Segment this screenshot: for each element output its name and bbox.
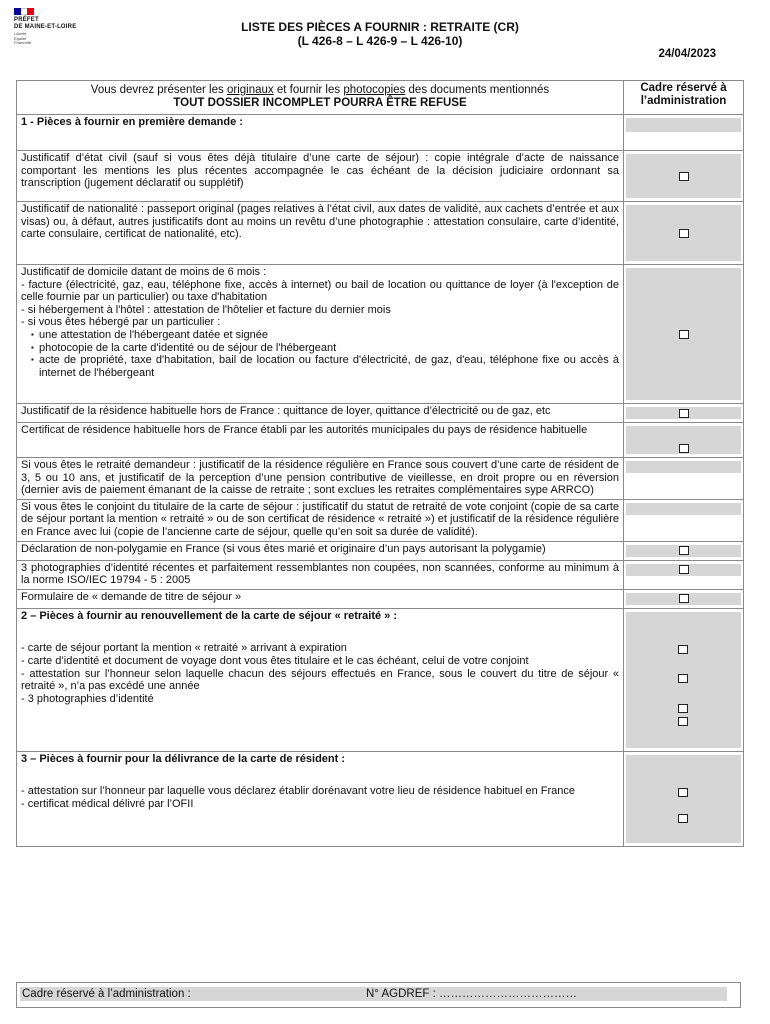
section2-item1: - carte de séjour portant la mention « retraité » arrivant à expiration (21, 642, 347, 655)
admin-shade (626, 755, 741, 843)
section2-item3: - attestation sur l’honneur selon laquelle chacun des séjours effectués en France, sous le couvert du titre de séjour « retraité », n’a pas excédé une année (21, 667, 619, 693)
table-row (17, 265, 744, 404)
logo-line1: PRÉFET (14, 17, 39, 23)
carte-sejour-checkbox[interactable] (678, 645, 688, 654)
logo-motto-3: Fraternité (14, 40, 32, 45)
retraite-demandeur-text: Si vous êtes le retraité demandeur : justificatif de la résidence régulière en France sous couvert d’une carte de résident de 3, 5 ou 10 ans, et justificatif de la perception d’une pension contributive de vieillesse, en droit propre ou en réversion (dernier avis de paiement émanant de la caisse de retraite ; sont exclues les retraites complémentaires sype ARRCO) (17, 458, 624, 500)
domicile-cell (17, 265, 624, 404)
table-row (17, 589, 744, 608)
footer-label: Cadre réservé à l’administration : (22, 988, 191, 1000)
admin-shade (626, 461, 741, 473)
admin-cell (624, 458, 744, 500)
table-header-row (17, 81, 744, 115)
table-row (17, 560, 744, 589)
admin-cell (624, 151, 744, 202)
formulaire-text: Formulaire de « demande de titre de séjour » (17, 589, 624, 608)
section1-title-row (17, 115, 744, 151)
attestation-honneur-checkbox[interactable] (678, 704, 688, 713)
section2-item4: - 3 photographies d’identité (21, 692, 154, 705)
admin-column-header: Cadre réservé à l’administration (624, 81, 744, 115)
domicile-checkbox[interactable] (679, 330, 689, 339)
table-row (17, 541, 744, 560)
admin-cell (624, 751, 744, 846)
intro-photocopies: photocopies (343, 84, 406, 96)
polygamie-checkbox[interactable] (679, 546, 689, 555)
photos-text: 3 photographies d’identité récentes et parfaitement ressemblantes non coupées, non scannées, conforme au minimum à la norme ISO/IEC 19794 - 5 : 2005 (17, 560, 624, 589)
certificat-residence-text: Certificat de résidence habituelle hors de France établi par les autorités municipales du pays de résidence habituelle (17, 423, 624, 458)
admin-cell (624, 560, 744, 589)
admin-cell (624, 499, 744, 541)
table-row (17, 151, 744, 202)
section2-title: 2 – Pièces à fournir au renouvellement de la carte de séjour « retraité » : (21, 609, 397, 622)
section3-cell (17, 751, 624, 846)
admin-shade (626, 407, 741, 419)
domicile-line2: - si hébergement à l'hôtel : attestation de l'hôtelier et facture du dernier mois (21, 303, 391, 316)
document-date: 24/04/2023 (658, 48, 716, 60)
intro-text-2: et fournir les (273, 84, 344, 96)
list-item: ▪ photocopie de la carte d'identité ou de séjour de l'hébergeant (31, 342, 619, 355)
admin-shade (626, 612, 741, 748)
admin-shade (626, 564, 741, 576)
etat-civil-checkbox[interactable] (679, 172, 689, 181)
residence-hors-checkbox[interactable] (679, 409, 689, 418)
table-row (17, 404, 744, 423)
domicile-line3: - si vous êtes hébergé par un particulier : (21, 316, 221, 329)
nationalite-checkbox[interactable] (679, 229, 689, 238)
title-line1: LISTE DES PIÈCES A FOURNIR : RETRAITE (CR) (241, 20, 519, 34)
admin-shade (626, 268, 741, 400)
table-row (17, 202, 744, 265)
etat-civil-text: Justificatif d’état civil (sauf si vous êtes déjà titulaire d’une carte de séjour) : copie intégrale d’acte de naissance comportant les mentions les plus récentes accompagnée le cas échéant de la décision judiciaire ordonnant sa transcription (jugement déclaratif ou supplétif) (17, 151, 624, 202)
photos-checkbox[interactable] (679, 565, 689, 574)
documents-table (16, 80, 744, 847)
agdref-field[interactable]: N° AGDREF : ……………………………… (366, 988, 577, 1000)
intro-originaux: originaux (226, 84, 274, 96)
intro-text-3: des documents mentionnés (405, 84, 550, 96)
section3-title: 3 – Pièces à fournir pour la délivrance de la carte de résident : (21, 752, 346, 765)
admin-cell (624, 202, 744, 265)
admin-cell (624, 541, 744, 560)
footer-shade (20, 987, 727, 1001)
section3-row (17, 751, 744, 846)
polygamie-text: Déclaration de non-polygamie en France (si vous êtes marié et originaire d’un pays autorisant la polygamie) (17, 541, 624, 560)
section2-item2: - carte d’identité et document de voyage dont vous êtes titulaire et le cas échéant, celui de votre conjoint (21, 654, 529, 667)
section2-cell (17, 608, 624, 751)
table-row (17, 499, 744, 541)
admin-footer (16, 982, 741, 1008)
logo-line2: DE MAINE-ET-LOIRE (14, 24, 77, 30)
residence-hors-text: Justificatif de la résidence habituelle hors de France : quittance de loyer, quittance d’électricité ou de gaz, etc (17, 404, 624, 423)
admin-shade (626, 205, 741, 261)
carte-identite-checkbox[interactable] (678, 674, 688, 683)
logo-motto-2: Égalité (14, 35, 27, 41)
admin-shade (626, 545, 741, 557)
conjoint-text: Si vous êtes le conjoint du titulaire de la carte de séjour : justificatif du statut de retraité de vote conjoint (copie de sa carte de séjour portant la mention « retraité » ou de son certificat de résidence « retraité ») et justificatif de la résidence régulière en France avec lui (copie de l’ancienne carte de séjour, quelle qu’en soit sa durée de validité). (17, 499, 624, 541)
flag-icon (14, 8, 34, 15)
title-line2: (L 426-8 – L 426-9 – L 426-10) (297, 34, 463, 48)
table-row (17, 458, 744, 500)
incomplete-warning: TOUT DOSSIER INCOMPLET POURRA ÊTRE REFUSE (173, 97, 467, 109)
admin-shade (626, 593, 741, 605)
section1-title: 1 - Pièces à fournir en première demande : (17, 115, 624, 151)
certificat-residence-checkbox[interactable] (679, 444, 689, 453)
nationalite-text: Justificatif de nationalité : passeport original (pages relatives à l’état civil, aux dates de validité, aux cachets d’entrée et aux visas) ou, à défaut, autres justificatifs dont au moins un revêtu d’une photographie : attestation consulaire, carte d’identité, carte consulaire, certificat de nationalité, etc). (17, 202, 624, 265)
photos-renouvellement-checkbox[interactable] (678, 717, 688, 726)
page-title (200, 20, 560, 48)
formulaire-checkbox[interactable] (679, 594, 689, 603)
admin-shade (626, 154, 741, 198)
section3-item1: - attestation sur l’honneur par laquelle vous déclarez établir dorénavant votre lieu de résidence habituel en France (21, 785, 576, 798)
admin-cell (624, 265, 744, 404)
section2-row (17, 608, 744, 751)
domicile-bullets (21, 329, 619, 379)
intro-text-1: Vous devrez présenter les (90, 84, 227, 96)
certificat-medical-checkbox[interactable] (678, 814, 688, 823)
admin-shade (626, 503, 741, 515)
admin-shade (626, 118, 741, 132)
admin-cell (624, 115, 744, 151)
admin-shade (626, 426, 741, 454)
admin-cell (624, 589, 744, 608)
admin-cell (624, 404, 744, 423)
intro-cell (17, 81, 624, 115)
domicile-line1: - facture (électricité, gaz, eau, téléphone fixe, accès à internet) ou bail de location ou quittance de loyer (à l'exception de celle fournie par un particulier) ou taxe d'habitation (21, 278, 619, 304)
list-item: ▪ une attestation de l'hébergeant datée et signée (31, 329, 619, 342)
table-row (17, 423, 744, 458)
logo-motto-1: Liberté (14, 31, 27, 36)
admin-cell (624, 608, 744, 751)
list-item: ▪ acte de propriété, taxe d'habitation, bail de location ou facture d'électricité, de gaz, d'eau, téléphone fixe ou accès à internet de l'hébergeant (31, 354, 619, 379)
prefecture-logo (14, 8, 104, 46)
domicile-title: Justificatif de domicile datant de moins de 6 mois : (21, 266, 267, 278)
admin-cell (624, 423, 744, 458)
section3-item2: - certificat médical délivré par l’OFII (21, 797, 194, 810)
attestation-residence-checkbox[interactable] (678, 788, 688, 797)
